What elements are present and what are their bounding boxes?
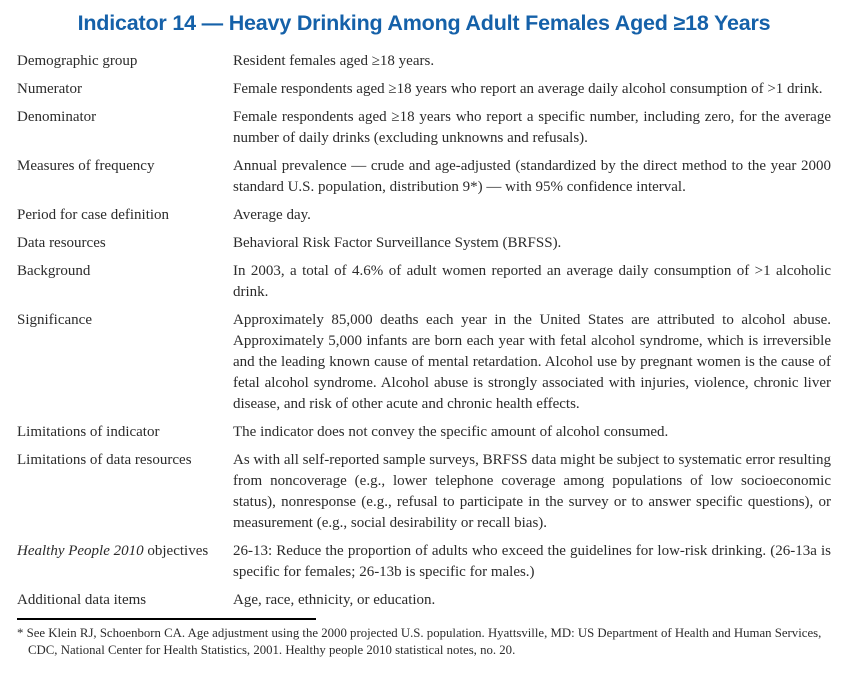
- row-label: [17, 541, 233, 583]
- row-label: [17, 79, 233, 100]
- row-label-text: Significance: [17, 312, 92, 328]
- row-label-text: objectives: [143, 543, 209, 559]
- row-label-text: Background: [17, 263, 91, 279]
- row-label: [17, 107, 233, 149]
- row-value: Behavioral Risk Factor Surveillance System (BRFSS).: [233, 235, 562, 251]
- row-label: [17, 156, 233, 198]
- row-label-text: Data resources: [17, 235, 106, 251]
- row-label-text: Numerator: [17, 81, 82, 97]
- row-label-text: Period for case definition: [17, 207, 170, 223]
- row-label-text: Demographic group: [17, 53, 138, 69]
- row-value: Resident females aged ≥18 years.: [233, 53, 435, 69]
- row-label-italic: Healthy People 2010: [17, 543, 144, 559]
- row-label: [17, 310, 233, 415]
- definition-row: [17, 156, 831, 198]
- indicator-definition-list: [17, 51, 831, 611]
- row-value: Average day.: [233, 207, 311, 223]
- row-value: Annual prevalence — crude and age-adjusted (standardized by the direct method to the year 2000 standard U.S. population, distribution 9*) — with 95% confidence interval.: [233, 158, 831, 195]
- definition-row: [17, 107, 831, 149]
- definition-row: [17, 450, 831, 534]
- row-label: [17, 51, 233, 72]
- row-label: [17, 422, 233, 443]
- row-value: The indicator does not convey the specific amount of alcohol consumed.: [233, 424, 669, 440]
- row-label: [17, 233, 233, 254]
- footnote: * See Klein RJ, Schoenborn CA. Age adjustment using the 2000 projected U.S. population. Hyattsville, MD: US Department of Health and Human Services, CDC, National Center for Health Statistics, 2001. Healthy people 2010 statistical notes, no. 20.: [17, 626, 822, 657]
- row-label: [17, 590, 233, 611]
- row-label: [17, 450, 233, 534]
- row-value: Age, race, ethnicity, or education.: [233, 592, 436, 608]
- row-label-text: Measures of frequency: [17, 158, 155, 174]
- row-value: Approximately 85,000 deaths each year in the United States are attributed to alcohol abuse. Approximately 5,000 infants are born each year with fetal alcohol syndrome, which is irreversible and the leading known cause of mental retardation. Alcohol use by pregnant women is the cause of fetal alcohol syndrome. Alcohol abuse is strongly associated with injuries, violence, chronic liver disease, and risk of other acute and chronic health effects.: [233, 312, 831, 412]
- row-value: Female respondents aged ≥18 years who report a specific number, including zero, for the average number of daily drinks (excluding unknowns and refusals).: [233, 109, 831, 146]
- row-label: [17, 205, 233, 226]
- row-value: 26-13: Reduce the proportion of adults who exceed the guidelines for low-risk drinking. (26-13a is specific for females; 26-13b is specific for males.): [233, 543, 831, 580]
- row-value: In 2003, a total of 4.6% of adult women reported an average daily consumption of >1 alcoholic drink.: [233, 263, 831, 300]
- definition-row: [17, 261, 831, 303]
- definition-row: [17, 205, 831, 226]
- footnote-divider: [17, 618, 316, 620]
- row-label-text: Limitations of data resources: [17, 452, 192, 468]
- definition-row: [17, 422, 831, 443]
- definition-row: [17, 310, 831, 415]
- definition-row: [17, 51, 831, 72]
- row-value: As with all self-reported sample surveys, BRFSS data might be subject to systematic error resulting from noncoverage (e.g., lower telephone coverage among populations of low socioeconomic status), nonresponse (e.g., refusal to participate in the survey or to answer specific questions), or measurement (e.g., social desirability or recall bias).: [233, 452, 831, 531]
- row-label-text: Additional data items: [17, 592, 147, 608]
- definition-row: [17, 590, 831, 611]
- definition-row: [17, 79, 831, 100]
- row-label-text: Limitations of indicator: [17, 424, 160, 440]
- row-value: Female respondents aged ≥18 years who report an average daily alcohol consumption of >1 drink.: [233, 81, 823, 97]
- row-label-text: Denominator: [17, 109, 97, 125]
- row-label: [17, 261, 233, 303]
- definition-row: [17, 233, 831, 254]
- definition-row: [17, 541, 831, 583]
- page-title: Indicator 14 — Heavy Drinking Among Adult Females Aged ≥18 Years: [77, 11, 771, 35]
